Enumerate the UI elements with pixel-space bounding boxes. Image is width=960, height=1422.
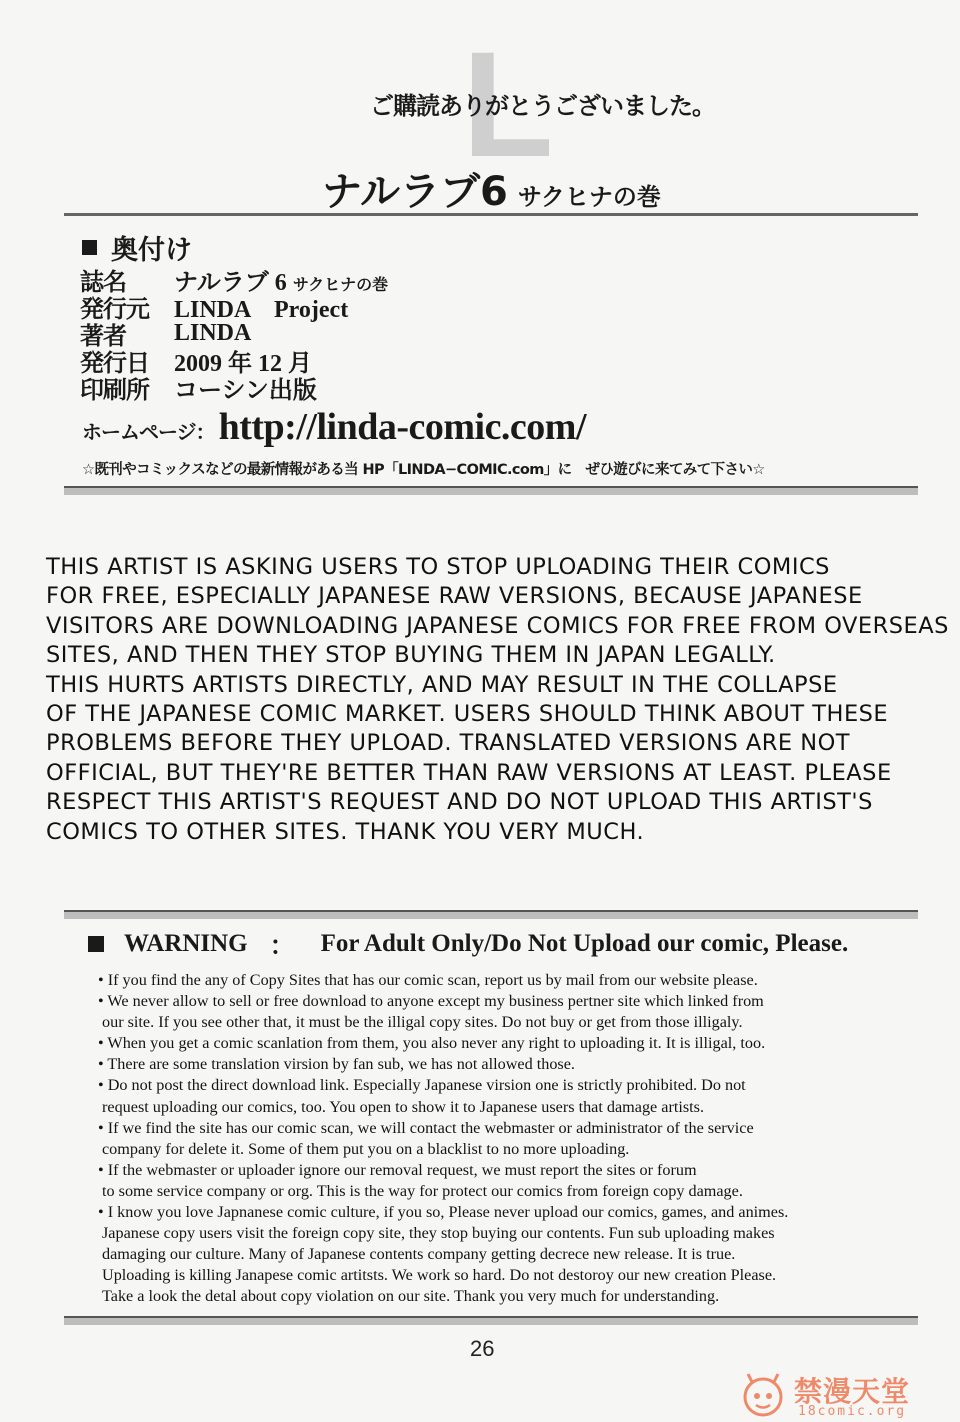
warning-line: to some service company or org. This is the way for protect our comics from foreign copy damage. xyxy=(102,1181,743,1200)
watermark-title: 禁漫天堂 xyxy=(794,1375,911,1408)
divider-mid xyxy=(64,486,918,495)
site-watermark xyxy=(736,1370,946,1420)
warning-line: • If the webmaster or uploader ignore our removal request, we must report the sites or forum xyxy=(98,1160,697,1179)
warning-line: • We never allow to sell or free download to anyone except my business pertner site which linked from xyxy=(98,992,764,1011)
square-bullet-icon xyxy=(88,936,104,952)
square-bullet-icon xyxy=(82,240,97,255)
colophon-label: 著者 xyxy=(80,322,126,350)
homepage-label: ホームページ： xyxy=(82,420,215,444)
book-title xyxy=(322,160,661,217)
large-letter-l: L xyxy=(462,20,554,188)
warning-line: company for delete it. Some of them put you on a blacklist to no more uploading. xyxy=(102,1139,630,1158)
colophon-label: 印刷所 xyxy=(80,376,149,404)
notice-line: OFFICIAL, BUT THEY'RE BETTER THAN RAW VERSIONS AT LEAST. PLEASE xyxy=(46,759,892,786)
warning-line: • There are some translation virsion by fan sub, we has not allowed those. xyxy=(98,1055,575,1074)
warning-line: • If we find the site has our comic scan, we will contact the webmaster or administrator of the service xyxy=(98,1118,754,1137)
notice-line: RESPECT THIS ARTIST'S REQUEST AND DO NOT UPLOAD THIS ARTIST'S xyxy=(46,789,873,816)
warning-line: • If you find the any of Copy Sites that has our comic scan, report us by mail from our website please. xyxy=(98,971,758,989)
colophon-value: LINDA xyxy=(174,320,252,346)
notice-line: THIS HURTS ARTISTS DIRECTLY, AND MAY RESULT IN THE COLLAPSE xyxy=(46,671,838,698)
colophon-label: 発行日 xyxy=(80,349,149,377)
warning-line: our site. If you see other that, it must be the illigal copy sites. Do not buy or get from those illigaly. xyxy=(102,1013,743,1032)
warning-colon: ： xyxy=(269,933,295,960)
warning-line: • When you get a comic scanlation from them, you also never any right to uploading it. It is illigal, too. xyxy=(98,1034,766,1053)
notice-line: PROBLEMS BEFORE THEY UPLOAD. TRANSLATED VERSIONS ARE NOT xyxy=(46,730,851,757)
colophon-value: LINDA Project xyxy=(174,297,349,323)
mascot-logo-icon xyxy=(736,1372,790,1418)
title-main: ナルラブ6 xyxy=(322,169,508,215)
homepage-line xyxy=(82,405,586,449)
colophon-heading-text: 奥付け xyxy=(111,235,192,266)
notice-line: FOR FREE, ESPECIALLY JAPANESE RAW VERSIONS, BECAUSE JAPANESE xyxy=(46,583,863,610)
warning-line: request uploading our comics, too. You open to show it to Japanese users that damage artists. xyxy=(102,1097,704,1116)
watermark-domain: 18comic.org xyxy=(798,1404,907,1419)
warning-body xyxy=(88,970,918,1308)
warning-line: Japanese copy users visit the foreign copy site, they stop buying our contents. Fun sub uploading makes xyxy=(102,1224,775,1243)
warning-line: • Do not post the direct download link. Especially Japanese virsion one is strictly prohibited. Do not xyxy=(98,1076,746,1095)
warning-title: For Adult Only/Do Not Upload our comic, Please. xyxy=(320,930,849,957)
translator-notice xyxy=(46,553,949,847)
page-number: 26 xyxy=(470,1336,495,1361)
colophon-label: 発行元 xyxy=(80,295,149,323)
colophon-value-main: ナルラブ 6 xyxy=(174,270,287,296)
colophon-value: コーシン出版 xyxy=(174,378,317,404)
warning-label: WARNING xyxy=(124,930,248,957)
colophon-value-small: サクヒナの巻 xyxy=(292,275,389,294)
homepage-url[interactable]: http://linda-comic.com/ xyxy=(218,406,587,448)
warning-line: Uploading is killing Janapese comic artitsts. We work so hard. Do not destoroy our new creation Please. xyxy=(102,1266,777,1285)
thanks-message: ご購読ありがとうございました。 xyxy=(370,92,715,120)
warning-line: • I know you love Japnanese comic culture, if you so, Please never upload our comics, games, and animes. xyxy=(98,1203,789,1222)
colophon-row xyxy=(80,374,388,404)
colophon-table xyxy=(80,266,389,404)
notice-line: SITES, AND THEN THEY STOP BUYING THEM IN JAPAN LEGALLY. xyxy=(46,642,776,669)
title-subtitle: サクヒナの巻 xyxy=(517,183,661,211)
warning-line: damaging our culture. Many of Japanese contents company getting decrece new release. It is true. xyxy=(102,1245,736,1264)
notice-line: THIS ARTIST IS ASKING USERS TO STOP UPLOADING THEIR COMICS xyxy=(46,554,830,580)
divider-warning-top xyxy=(64,910,918,919)
divider-warning-bottom xyxy=(64,1316,918,1325)
notice-line: COMICS TO OTHER SITES. THANK YOU VERY MUCH. xyxy=(46,818,645,845)
warning-line: Take a look the detal about copy violation on our site. Thank you very much for understanding. xyxy=(102,1287,720,1306)
colophon-label: 誌名 xyxy=(80,268,126,296)
notice-line: VISITORS ARE DOWNLOADING JAPANESE COMICS FOR FREE FROM OVERSEAS xyxy=(46,612,949,639)
colophon-value: 2009 年 12 月 xyxy=(174,351,312,377)
homepage-note: ☆既刊やコミックスなどの最新情報がある当 HP「LINDA−COMIC.com」に ぜひ遊びに来てみて下さい☆ xyxy=(82,462,765,478)
notice-line: OF THE JAPANESE COMIC MARKET. USERS SHOULD THINK ABOUT THESE xyxy=(46,701,889,728)
warning-heading xyxy=(88,926,848,962)
